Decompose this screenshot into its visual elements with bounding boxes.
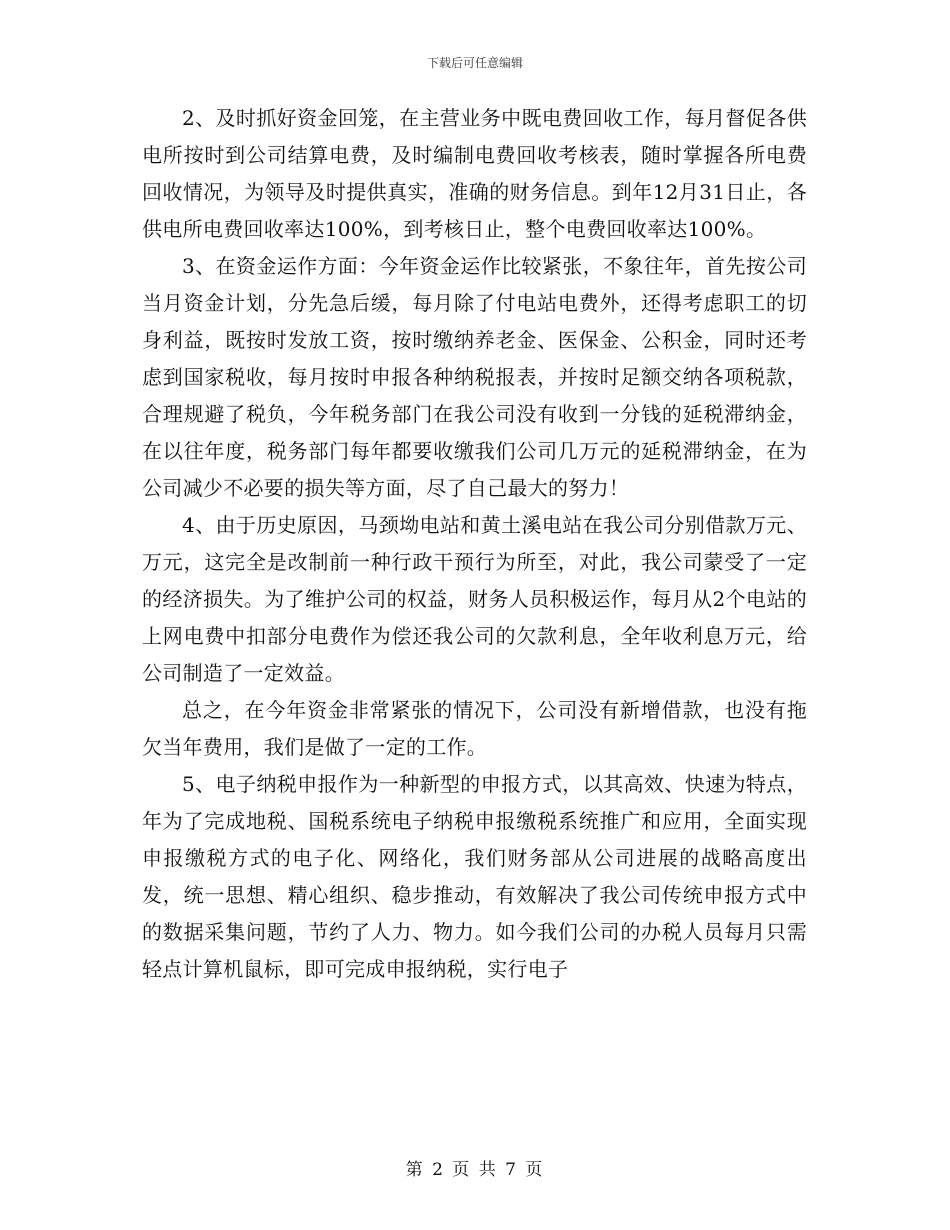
paragraph-2: 2、及时抓好资金回笼，在主营业务中既电费回收工作，每月督促各供电所按时到公司结算电费，及时编制电费回收考核表，随时掌握各所电费回收情况，为领导及时提供真实，准确的财务信息。到年12月31日止，各供电所电费回收率达100%，到考核日止，整个电费回收率达100%。: [142, 106, 807, 241]
page-header: 下载后可任意编辑: [426, 56, 523, 70]
document-body: [142, 100, 807, 988]
paragraph-summary: 总之，在今年资金非常紧张的情况下，公司没有新增借款，也没有拖欠当年费用，我们是做了一定的工作。: [142, 698, 807, 759]
paragraph-3: 3、在资金运作方面：今年资金运作比较紧张，不象往年，首先按公司当月资金计划，分先急后缓，每月除了付电站电费外，还得考虑职工的切身利益，既按时发放工资，按时缴纳养老金、医保金、公积金，同时还考虑到国家税收，每月按时申报各种纳税报表，并按时足额交纳各项税款，合理规避了税负，今年税务部门在我公司没有收到一分钱的延税滞纳金，在以往年度，税务部门每年都要收缴我们公司几万元的延税滞纳金，在为公司减少不必要的损失等方面，尽了自己最大的努力！: [142, 254, 807, 500]
page-number: 第 2 页 共 7 页: [405, 1160, 545, 1180]
paragraph-4: 4、由于历史原因，马颈坳电站和黄土溪电站在我公司分别借款万元、万元，这完全是改制前一种行政干预行为所至，对此，我公司蒙受了一定的经济损失。为了维护公司的权益，财务人员积极运作，每月从2个电站的上网电费中扣部分电费作为偿还我公司的欠款利息，全年收利息万元，给公司制造了一定效益。: [142, 513, 807, 685]
paragraph-5: 5、电子纳税申报作为一种新型的申报方式，以其高效、快速为特点，年为了完成地税、国税系统电子纳税申报缴税系统推广和应用，全面实现申报缴税方式的电子化、网络化，我们财务部从公司进展的战略高度出发，统一思想、精心组织、稳步推动，有效解决了我公司传统申报方式中的数据采集问题，节约了人力、物力。如今我们公司的办税人员每月只需轻点计算机鼠标，即可完成申报纳税，实行电子: [142, 772, 807, 981]
